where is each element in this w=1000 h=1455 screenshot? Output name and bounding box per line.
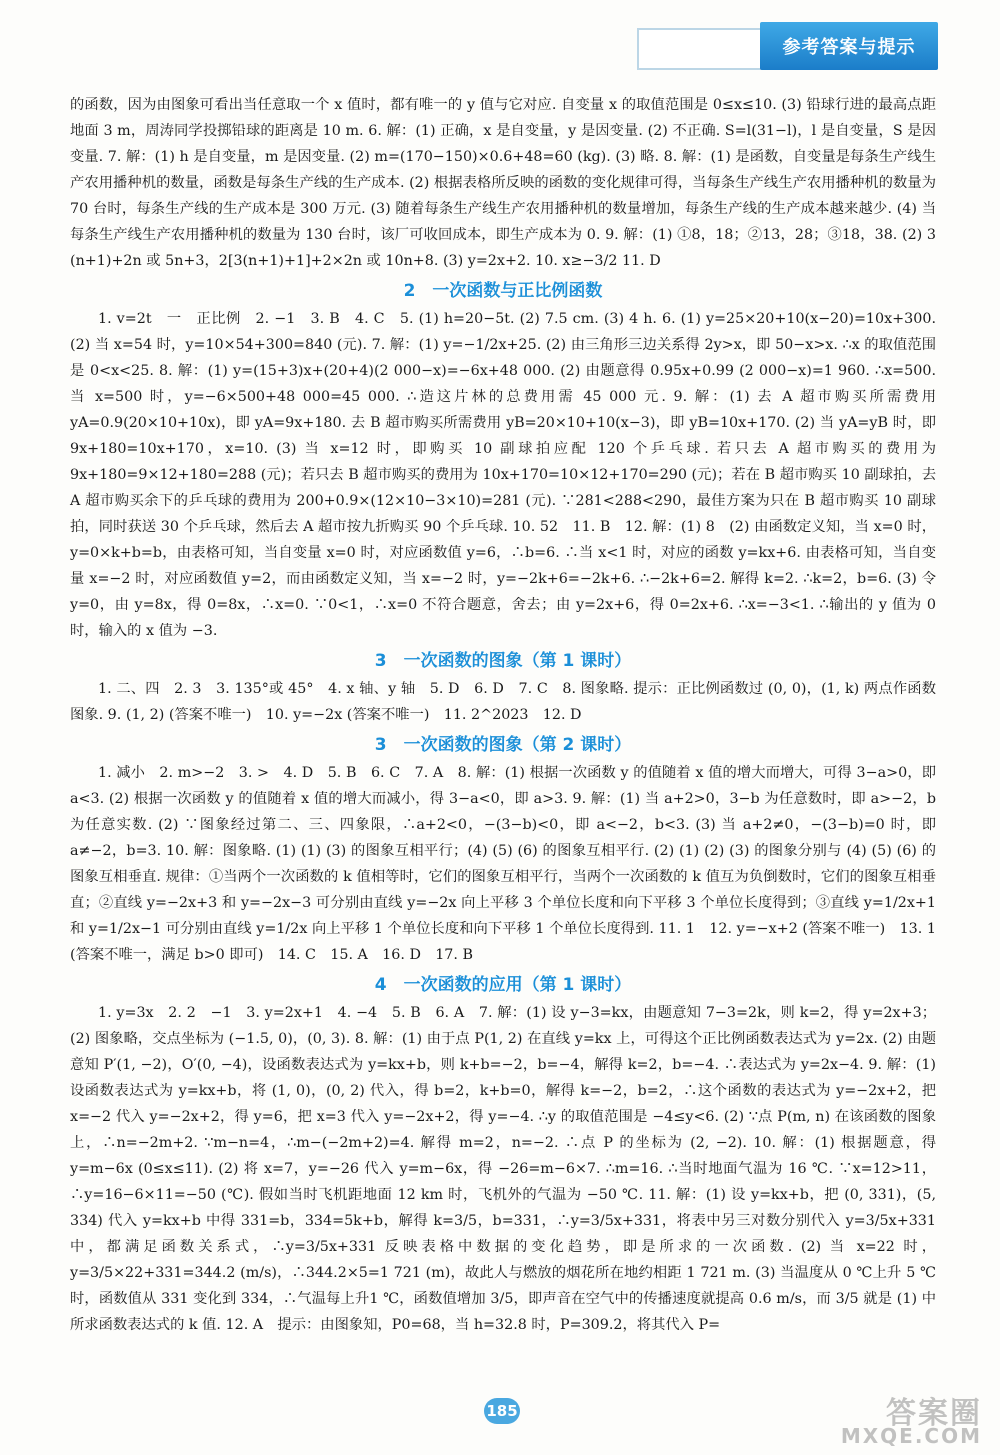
intro-paragraph: 的函数，因为由图象可看出当任意取一个 x 值时，都有唯一的 y 值与它对应. 自变量 x 的取值范围是 0≤x≤10. (3) 铅球行进的最高点距地面 3 m，周涛同学投掷铅球的距离是 10 m. 6. 解：(1) 正确，x 是自变量，y 是因变量. (2) 不正确. S=l(31−l)，l 是自变量，S 是因变量. 7. 解：(1) h 是自变量，m 是因变量. (2) m=(170−150)×0.6+48=60 (kg). (3) 略. 8. 解：(1) 是函数，自变量是每条生产线生产农用播种机的数量，函数是每条生产线的生产成本. (2) 根据表格所反映的函数的变化规律可得，当每条生产线生产农用播种机的数量为 70 台时，每条生产线的生产成本是 300 万元. (3) 随着每条生产线生产农用播种机的数量增加，每条生产线的生产成本越来越少. (4) 当每条生产线生产农用播种机的数量为 130 台时，该厂可收回成本，即生产成本为 0. 9. 解：(1) ①8，18；②13，28；③18，38. (2) 3 (n+1)+2n 或 5n+3，2[3(n+1)+1]+2×2n 或 10n+8. (3) y=2x+2. 10. x≥−3/2 11. D <box>70 97 936 269</box>
section-title: 3 一次函数的图象（第 1 课时） <box>374 651 632 671</box>
watermark-logo <box>796 1388 992 1450</box>
answer-content <box>70 92 936 1338</box>
watermark-main: 答案圈 <box>886 1396 982 1431</box>
section-paragraph: 1. y=3x 2. 2 −1 3. y=2x+1 4. −4 5. B 6. A 7. 解：(1) 设 y−3=kx，由题意知 7−3=2k，则 k=2，得 y=2x+3；(2) 图象略，交点坐标为 (−1.5, 0)，(0, 3). 8. 解：(1) 由于点 P(1, 2) 在直线 y=kx 上，可得这个正比例函数表达式为 y=2x. (2) 由题意知 P′(1, −2)，O′(0, −4)，设函数表达式为 y=kx+b，则 k+b=−2，b=−4，解得 k=2，b=−4. ∴表达式为 y=2x−4. 9. 解：(1) 设函数表达式为 y=kx+b，将 (1, 0)，(0, 2) 代入，得 b=2，k+b=0，解得 k=−2，b=2，∴这个函数的表达式为 y=−2x+2，把 x=−2 代入 y=−2x+2，得 y=6，把 x=3 代入 y=−2x+2，得 y=−4. ∴y 的取值范围是 −4≤y<6. (2) ∵点 P(m, n) 在该函数的图象上，∴n=−2m+2. ∵m−n=4，∴m−(−2m+2)=4. 解得 m=2，n=−2. ∴点 P 的坐标为 (2, −2). 10. 解：(1) 根据题意，得 y=m−6x (0≤x≤11). (2) 将 x=7，y=−26 代入 y=m−6x，得 −26=m−6×7. ∴m=16. ∴当时地面气温为 16 ℃. ∵x=12>11，∴y=16−6×11=−50 (℃). 假如当时飞机距地面 12 km 时，飞机外的气温为 −50 ℃. 11. 解：(1) 设 y=kx+b，把 (0, 331)，(5, 334) 代入 y=kx+b 中得 331=b，334=5k+b，解得 k=3/5，b=331，∴y=3/5x+331，将表中另三对数分别代入 y=3/5x+331 中，都满足函数关系式，∴y=3/5x+331 反映表格中数据的变化趋势，即是所求的一次函数. (2) 当 x=22 时，y=3/5×22+331=344.2 (m/s)，∴344.2×5=1 721 (m)，故此人与燃放的烟花所在地约相距 1 721 m. (3) 当温度从 0 ℃上升 5 ℃时，函数值从 331 变化到 334，∴气温每上升1 ℃，函数值增加 3/5，即声音在空气中的传播速度就提高 0.6 m/s，而 3/5 就是 (1) 中所求函数表达式的 k 值. 12. A 提示：由图象知，P0=68，当 h=32.8 时，P=309.2，将其代入 P= <box>70 1005 936 1333</box>
section-paragraph: 1. v=2t 一 正比例 2. −1 3. B 4. C 5. (1) h=20−5t. (2) 7.5 cm. (3) 4 h. 6. (1) y=25×20+10(x−20)=10x+300. (2) 当 x=54 时，y=10×54+300=840 (元). 7. 解：(1) y=−1/2x+25. (2) 由三角形三边关系得 2y>x，即 50−x>x. ∴x 的取值范围是 0<x<25. 8. 解：(1) y=(15+3)x+(20+4)(2 000−x)=−6x+48 000. (2) 由题意得 0.95x+0.99 (2 000−x)=1 960. ∴x=500. 当 x=500 时，y=−6×500+48 000=45 000. ∴造这片林的总费用需 45 000 元. 9. 解：(1) 去 A 超市购买所需费用 yA=0.9(20×10+10x)，即 yA=9x+180. 去 B 超市购买所需费用 yB=20×10+10(x−3)，即 yB=10x+170. (2) 当 yA=yB 时，即 9x+180=10x+170，x=10. (3) 当 x=12 时，即购买 10 副球拍应配 120 个乒乓球. 若只去 A 超市购买的费用为 9x+180=9×12+180=288 (元)；若只去 B 超市购买的费用为 10x+170=10×12+170=290 (元)；若在 B 超市购买 10 副球拍，去 A 超市购买余下的乒乓球的费用为 200+0.9×(12×10−3×10)=281 (元). ∵281<288<290，最佳方案为只在 B 超市购买 10 副球拍，同时获送 30 个乒乓球，然后去 A 超市按九折购买 90 个乒乓球. 10. 52 11. B 12. 解：(1) 8 (2) 由函数定义知，当 x=0 时，y=0×k+b=b，由表格可知，当自变量 x=0 时，对应函数值 y=6，∴b=6. ∴当 x<1 时，对应的函数 y=kx+6. 由表格可知，当自变量 x=−2 时，对应函数值 y=2，而由函数定义知，当 x=−2 时，y=−2k+6=−2k+6. ∴−2k+6=2. 解得 k=2. ∴k=2，b=6. (3) 令 y=0，由 y=8x，得 0=8x，∴x=0. ∵0<1，∴x=0 不符合题意，舍去；由 y=2x+6，得 0=2x+6. ∴x=−3<1. ∴输出的 y 值为 0 时，输入的 x 值为 −3. <box>70 311 936 639</box>
watermark-sub: MXQE.COM <box>840 1424 982 1448</box>
section-header-tab: 参考答案与提示 <box>760 22 938 70</box>
header-decor-box <box>637 28 764 70</box>
section-paragraph: 1. 二、四 2. 3 3. 135°或 45° 4. x 轴、y 轴 5. D 6. D 7. C 8. 图象略. 提示：正比例函数过 (0, 0)，(1, k) 两点作函数图象. 9. (1, 2) (答案不唯一) 10. y=−2x (答案不唯一) 11. 2^2023 12. D <box>70 681 936 723</box>
page-number: 185 <box>484 1398 520 1424</box>
section-title: 2 一次函数与正比例函数 <box>403 281 603 301</box>
section-title: 3 一次函数的图象（第 2 课时） <box>374 735 632 755</box>
section-title: 4 一次函数的应用（第 1 课时） <box>374 975 632 995</box>
section-paragraph: 1. 减小 2. m>−2 3. > 4. D 5. B 6. C 7. A 8. 解：(1) 根据一次函数 y 的值随着 x 值的增大而增大，可得 3−a>0，即 a<3. (2) 根据一次函数 y 的值随着 x 值的增大而减小，得 3−a<0，即 a>3. 9. 解：(1) 当 a+2>0，3−b 为任意数时，即 a>−2，b 为任意实数. (2) ∵图象经过第二、三、四象限，∴a+2<0，−(3−b)<0，即 a<−2，b<3. (3) 当 a+2≠0，−(3−b)=0 时，即 a≠−2，b=3. 10. 解：图象略. (1) (1) (3) 的图象互相平行；(4) (5) (6) 的图象互相平行. (2) (1) (2) (3) 的图象分别与 (4) (5) (6) 的图象互相垂直. 规律：①当两个一次函数的 k 值相等时，它们的图象互相平行，当两个一次函数的 k 值互为负倒数时，它们的图象互相垂直；②直线 y=−2x+3 和 y=−2x−3 可分别由直线 y=−2x 向上平移 3 个单位长度和向下平移 3 个单位长度得到；③直线 y=1/2x+1 和 y=1/2x−1 可分别由直线 y=1/2x 向上平移 1 个单位长度和向下平移 1 个单位长度得到. 11. 1 12. y=−x+2 (答案不唯一) 13. 1 (答案不唯一，满足 b>0 即可) 14. C 15. A 16. D 17. B <box>70 765 936 963</box>
